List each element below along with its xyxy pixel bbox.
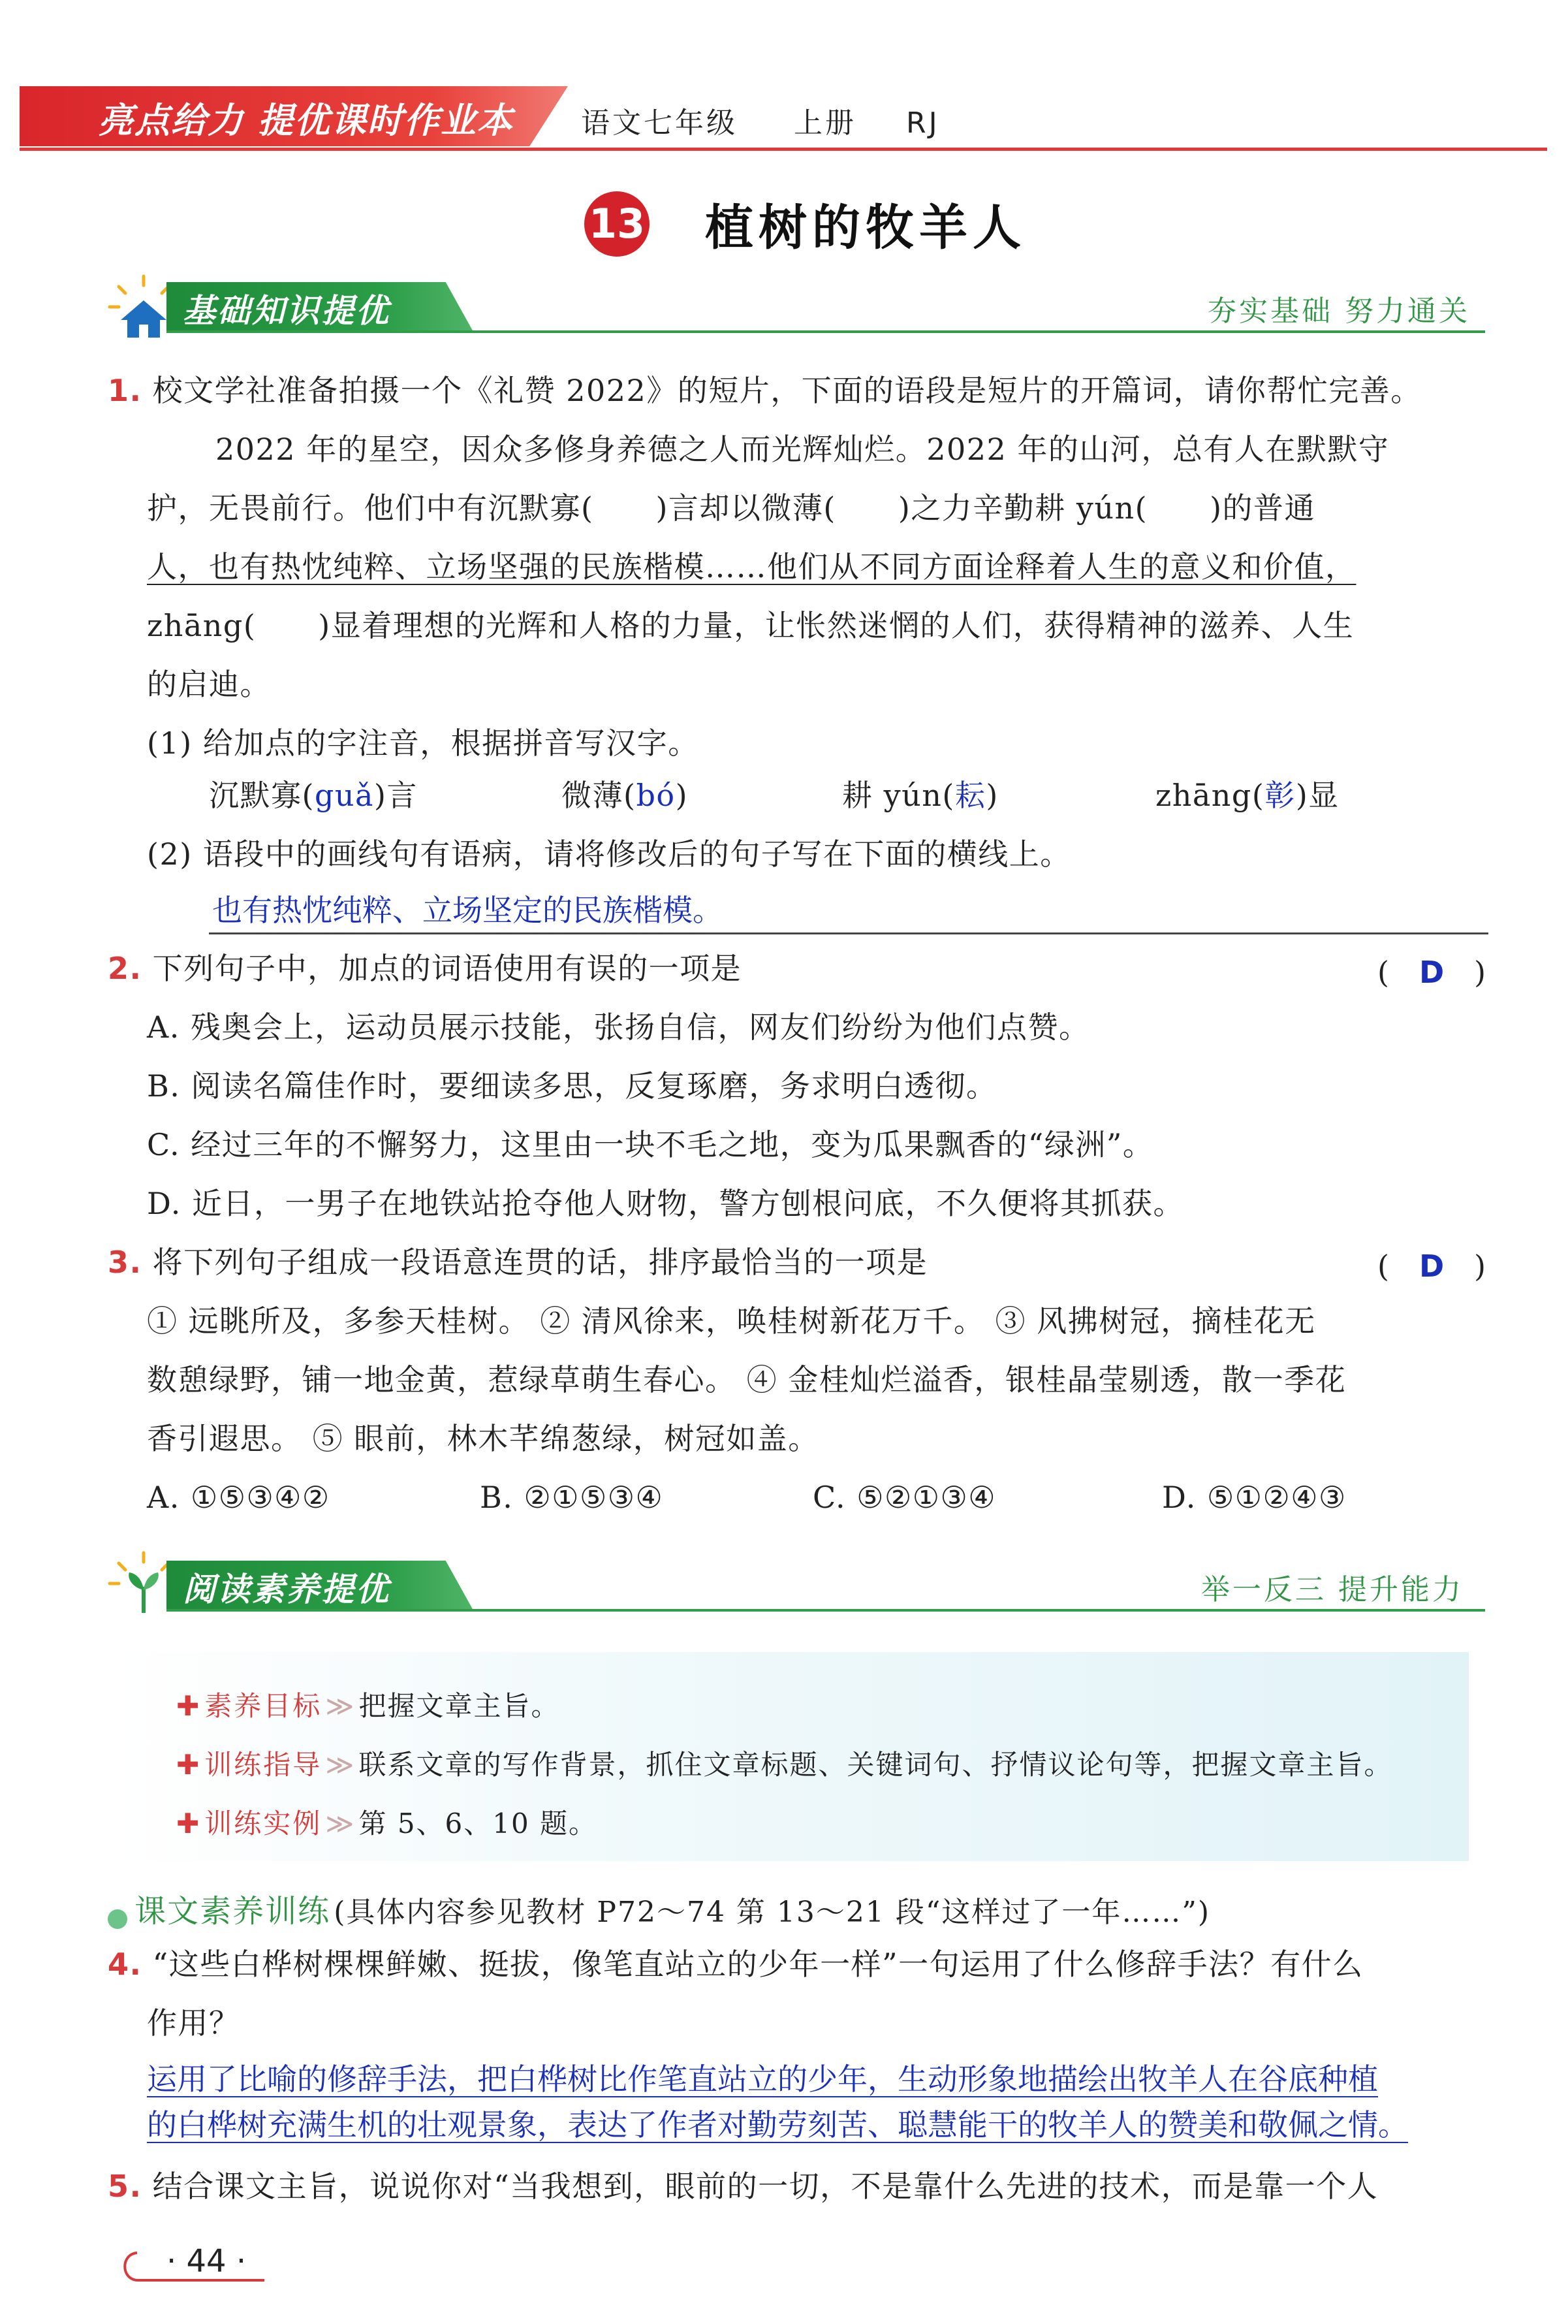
q2-stem-text: 下列句子中，加点的词语使用有误的一项是: [152, 951, 742, 986]
q4-answer-line-1: 运用了比喻的修辞手法，把白桦树比作笔直站立的少年，生动形象地描绘出牧羊人在谷底种植: [147, 2061, 1378, 2097]
q2-answer-paren: ( D ): [1377, 955, 1486, 990]
training-heading: [108, 1886, 1210, 1931]
header-subject: 语文七年级: [581, 106, 738, 140]
plus-icon: ✚: [176, 1749, 202, 1781]
q2-option-a: A. 残奥会上，运动员展示技能，张扬自信，网友们纷纷为他们点赞。: [147, 1010, 1090, 1045]
q1-item-4-post: )显: [1295, 778, 1340, 813]
q1-item-3: [842, 776, 999, 815]
q1-para-line-1: 2022 年的星空，因众多修身养德之人而光辉灿烂。2022 年的山河，总有人在默默守: [215, 432, 1390, 467]
q5-stem-text: 结合课文主旨，说说你对“当我想到，眼前的一切，不是靠什么先进的技术，而是靠一个人: [152, 2169, 1379, 2204]
guide-example-text: 第 5、6、10 题。: [358, 1807, 598, 1839]
q1-item-2-answer: bó: [636, 778, 676, 813]
q1-item-2-post: ): [675, 778, 689, 813]
guide-goal-row: [176, 1685, 559, 1724]
header-brand: 亮点给力 提优课时作业本: [98, 100, 514, 141]
guide-tip-row: [176, 1743, 1392, 1783]
guide-example-label: 训练实例: [204, 1807, 322, 1839]
q5-number: 5.: [108, 2169, 142, 2204]
q1-item-3-pre: 耕 yún(: [842, 778, 955, 813]
q3-line-2: 数憩绿野，铺一地金黄，惹绿草萌生春心。 ④ 金桂灿烂溢香，银桂晶莹剔透，散一季花: [147, 1362, 1347, 1397]
q1-item-1-post: )言: [373, 778, 418, 813]
q4-answer-line-2: 的白桦树充满生机的壮观景象，表达了作者对勤劳刻苦、聪慧能干的牧羊人的赞美和敬佩之情。: [147, 2107, 1408, 2142]
q3-number: 3.: [108, 1245, 142, 1280]
q1-item-2-pre: 微薄(: [561, 778, 636, 813]
q1-para-line-2: 护，无畏前行。他们中有沉默寡( )言却以微薄( )之力辛勤耕 yún( )的普通: [147, 490, 1316, 526]
guide-goal-text: 把握文章主旨。: [358, 1690, 560, 1722]
q1-para-line-5: 的启迪。: [147, 667, 271, 702]
q1-item-4-answer: 彰: [1264, 778, 1296, 813]
section2-divider: [166, 1609, 1485, 1612]
q4-stem-text-1: “这些白桦树棵棵鲜嫩、挺拔，像笔直站立的少年一样”一句运用了什么修辞手法？有什么: [152, 1947, 1364, 1982]
training-title: 课文素养训练: [134, 1893, 331, 1930]
section2-title: 阅读素养提优: [183, 1570, 390, 1608]
q1-item-3-answer: 耘: [954, 778, 986, 813]
q2-answer: D: [1419, 955, 1445, 990]
q2-option-b: B. 阅读名篇佳作时，要细读多思，反复琢磨，务求明白透彻。: [147, 1068, 997, 1104]
guide-goal-label: 素养目标: [204, 1690, 322, 1722]
section2-slogan: 举一反三 提升能力: [1201, 1573, 1464, 1606]
header-volume: 上册: [794, 106, 856, 140]
q3-stem: [108, 1243, 928, 1282]
header-subject-line: [581, 99, 940, 141]
double-chevron-icon: ≫: [325, 1749, 356, 1781]
q1-item-4: [1155, 776, 1340, 815]
q1-number: 1.: [108, 373, 142, 408]
q1-item-1: [209, 776, 418, 815]
q1-item-1-pre: 沉默寡(: [209, 778, 315, 813]
bullet-dot-icon: [108, 1909, 127, 1929]
guide-tip-text: 联系文章的写作背景，抓住文章标题、关键词句、抒情议论句等，把握文章主旨。: [358, 1749, 1393, 1781]
q4-stem-line-2: 作用？: [147, 2005, 240, 2041]
section1-slogan: 夯实基础 努力通关: [1208, 294, 1470, 328]
q2-option-c: C. 经过三年的不懈努力，这里由一块不毛之地，变为瓜果飘香的“绿洲”。: [147, 1127, 1154, 1162]
q3-answer: D: [1419, 1249, 1445, 1284]
q1-sub1: (1) 给加点的字注音，根据拼音写汉字。: [147, 725, 699, 761]
plus-icon: ✚: [176, 1807, 202, 1839]
q4-number: 4.: [108, 1947, 142, 1982]
page-number: · 44 ·: [166, 2243, 247, 2280]
header-edition: RJ: [906, 106, 940, 140]
header-divider: [20, 148, 1547, 151]
q1-item-1-answer: guǎ: [314, 778, 374, 813]
q3-answer-paren: ( D ): [1377, 1249, 1486, 1284]
plus-icon: ✚: [176, 1690, 202, 1722]
q1-para-line-4: zhāng( )显着理想的光辉和人格的力量，让怅然迷惘的人们，获得精神的滋养、人生: [147, 608, 1355, 643]
q4-stem-line-1: [108, 1945, 1364, 1984]
training-note: (具体内容参见教材 P72～74 第 13～21 段“这样过了一年……”): [334, 1896, 1211, 1929]
guide-tip-label: 训练指导: [204, 1749, 322, 1781]
guide-example-row: [176, 1802, 597, 1841]
q1-item-4-pre: zhāng(: [1155, 778, 1265, 813]
q3-line-1: ① 远眺所及，多参天桂树。 ② 清风徐来，唤桂树新花万千。 ③ 风拂树冠，摘桂花无: [147, 1303, 1316, 1339]
q3-option-d: D. ⑤①②④③: [1162, 1480, 1347, 1515]
q1-answer-line: [209, 932, 1488, 934]
q3-stem-text: 将下列句子组成一段语意连贯的话，排序最恰当的一项是: [152, 1245, 928, 1280]
q1-para-line-3-text: 人，也有热忱纯粹、立场坚强的民族楷模……他们从不同方面诠释着人生的意义和价值，: [147, 549, 1356, 584]
q1-para-line-3: [147, 547, 1356, 586]
q2-stem: [108, 949, 742, 988]
q1-stem: [108, 371, 1422, 410]
section1-title: 基础知识提优: [183, 292, 390, 330]
lesson-title: 植树的牧羊人: [705, 200, 1026, 256]
q3-option-b: B. ②①⑤③④: [480, 1480, 664, 1515]
q2-number: 2.: [108, 951, 142, 986]
q3-line-3: 香引遐思。 ⑤ 眼前，林木芊绵葱绿，树冠如盖。: [147, 1421, 819, 1456]
q3-option-a: A. ①⑤③④②: [147, 1480, 330, 1515]
lesson-number-badge: 13: [584, 191, 650, 257]
q1-stem-text: 校文学社准备拍摄一个《礼赞 2022》的短片，下面的语段是短片的开篇词，请你帮忙完善。: [152, 373, 1422, 408]
q1-item-2: [561, 776, 688, 815]
double-chevron-icon: ≫: [325, 1807, 356, 1839]
double-chevron-icon: ≫: [325, 1690, 356, 1722]
q5-stem: [108, 2167, 1378, 2206]
q1-sub2-answer: 也有热忱纯粹、立场坚定的民族楷模。: [212, 893, 723, 928]
q2-option-d: D. 近日，一男子在地铁站抢夺他人财物，警方刨根问底，不久便将其抓获。: [147, 1186, 1184, 1221]
q3-option-c: C. ⑤②①③④: [813, 1480, 996, 1515]
q1-item-3-post: ): [986, 778, 999, 813]
section1-divider: [166, 330, 1485, 333]
q1-sub2: (2) 语段中的画线句有语病，请将修改后的句子写在下面的横线上。: [147, 836, 1071, 872]
